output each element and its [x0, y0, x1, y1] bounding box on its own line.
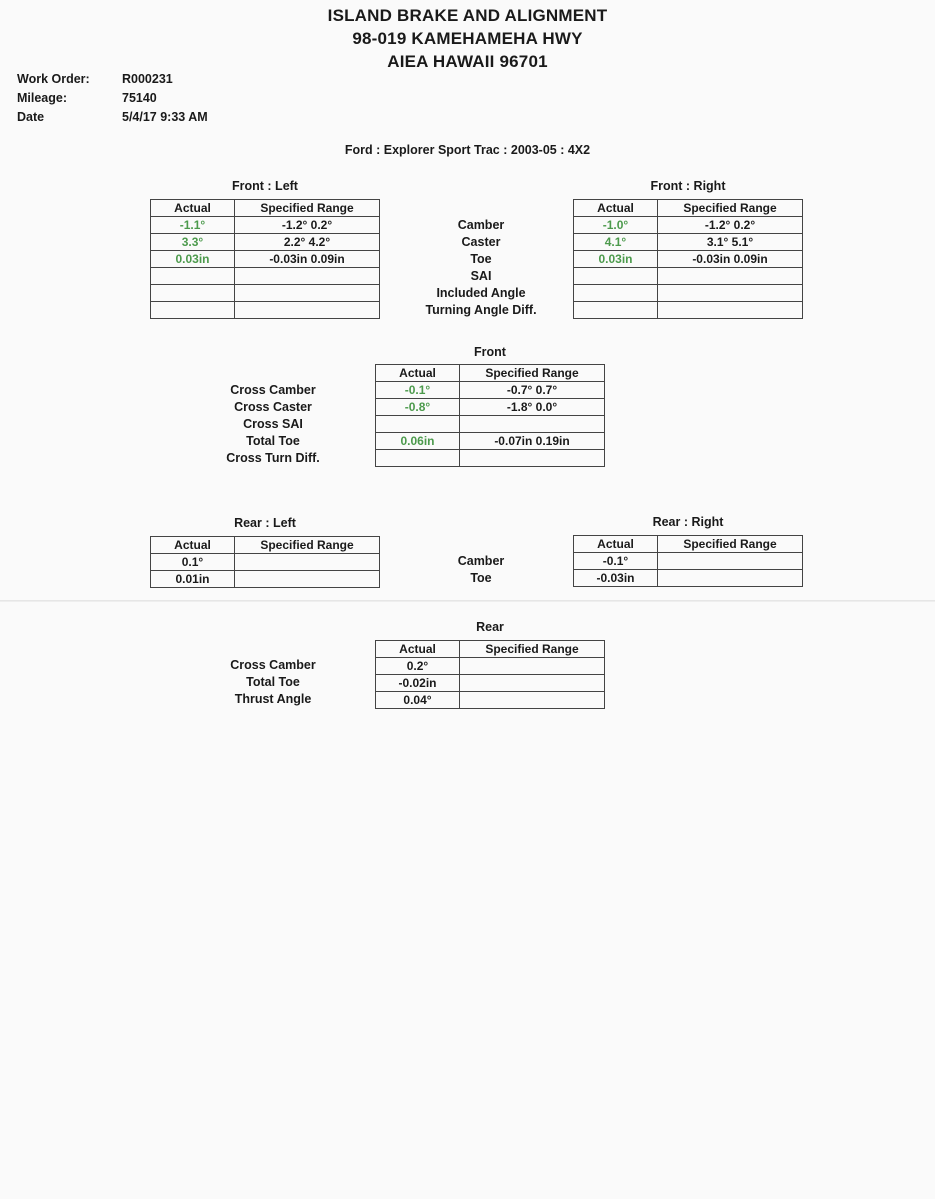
- actual-cell: 0.03in: [574, 251, 658, 268]
- measurement-label: Thrust Angle: [234, 692, 312, 706]
- actual-cell: 0.2°: [376, 658, 460, 675]
- actual-cell: [376, 450, 460, 467]
- table-header-row: [151, 200, 380, 217]
- specified-range-header: Specified Range: [658, 536, 803, 553]
- rear-right-table: [573, 535, 803, 587]
- shop-name: ISLAND BRAKE AND ALIGNMENT: [327, 6, 608, 25]
- actual-cell: 4.1°: [574, 234, 658, 251]
- order-meta: [17, 72, 208, 129]
- table-header-row: [151, 537, 380, 554]
- actual-cell: 0.04°: [376, 692, 460, 709]
- actual-cell: 3.3°: [151, 234, 235, 251]
- specified-range-cell: 2.2° 4.2°: [235, 234, 380, 251]
- front-right-title: Front : Right: [650, 179, 726, 193]
- actual-header: Actual: [574, 536, 658, 553]
- rear-cross-table: [375, 640, 605, 709]
- measurement-label: Toe: [470, 571, 492, 585]
- actual-cell: 0.06in: [376, 433, 460, 450]
- front-cross-labels: [200, 382, 346, 467]
- specified-range-cell: [235, 302, 380, 319]
- specified-range-cell: -1.2° 0.2°: [235, 217, 380, 234]
- measurement-label: Included Angle: [436, 286, 526, 300]
- specified-range-cell: -0.03in 0.09in: [235, 251, 380, 268]
- front-cross-title: Front: [474, 345, 506, 359]
- mileage-value: 75140: [122, 91, 157, 105]
- specified-range-cell: [235, 285, 380, 302]
- rear-cross-labels: [200, 657, 346, 708]
- rear-right-title: Rear : Right: [652, 515, 724, 529]
- specified-range-header: Specified Range: [460, 365, 605, 382]
- actual-cell: 0.1°: [151, 554, 235, 571]
- table-header-row: [574, 536, 803, 553]
- specified-range-cell: -0.03in 0.09in: [658, 251, 803, 268]
- actual-cell: [574, 268, 658, 285]
- table-row: [574, 570, 803, 587]
- actual-cell: [151, 268, 235, 285]
- specified-range-cell: -1.2° 0.2°: [658, 217, 803, 234]
- rear-left-title: Rear : Left: [234, 516, 296, 530]
- table-row: [574, 268, 803, 285]
- specified-range-cell: -0.7° 0.7°: [460, 382, 605, 399]
- rear-wheel-labels: [400, 553, 562, 587]
- actual-cell: -0.1°: [574, 553, 658, 570]
- specified-range-cell: [235, 268, 380, 285]
- date-row: [17, 110, 208, 129]
- specified-range-cell: [460, 658, 605, 675]
- table-row: [574, 285, 803, 302]
- measurement-label: Toe: [470, 252, 492, 266]
- rear-cross-title: Rear: [476, 620, 504, 634]
- paper-fold-line: [0, 600, 935, 602]
- work-order-row: [17, 72, 208, 91]
- table-row: [376, 692, 605, 709]
- table-row: [376, 399, 605, 416]
- mileage-label: Mileage:: [17, 91, 68, 105]
- table-header-row: [574, 200, 803, 217]
- table-row: [151, 217, 380, 234]
- actual-cell: -1.0°: [574, 217, 658, 234]
- specified-range-header: Specified Range: [658, 200, 803, 217]
- table-row: [574, 234, 803, 251]
- measurement-label: Turning Angle Diff.: [425, 303, 537, 317]
- specified-range-cell: [658, 570, 803, 587]
- specified-range-cell: -1.8° 0.0°: [460, 399, 605, 416]
- mileage-row: [17, 91, 208, 110]
- specified-range-cell: [460, 692, 605, 709]
- front-wheel-labels: [400, 217, 562, 319]
- table-row: [151, 251, 380, 268]
- measurement-label: Total Toe: [246, 675, 300, 689]
- actual-header: Actual: [376, 641, 460, 658]
- table-row: [376, 675, 605, 692]
- actual-cell: [376, 416, 460, 433]
- actual-header: Actual: [376, 365, 460, 382]
- table-row: [151, 268, 380, 285]
- actual-cell: [574, 285, 658, 302]
- actual-cell: 0.03in: [151, 251, 235, 268]
- specified-range-header: Specified Range: [235, 200, 380, 217]
- work-order-label: Work Order:: [17, 72, 90, 86]
- table-row: [376, 658, 605, 675]
- actual-cell: -0.1°: [376, 382, 460, 399]
- table-row: [151, 302, 380, 319]
- specified-range-cell: [235, 571, 380, 588]
- actual-cell: [574, 302, 658, 319]
- actual-header: Actual: [151, 537, 235, 554]
- date-label: Date: [17, 110, 45, 124]
- table-row: [574, 217, 803, 234]
- specified-range-cell: [658, 553, 803, 570]
- specified-range-cell: [658, 302, 803, 319]
- measurement-label: Camber: [457, 218, 505, 232]
- specified-range-cell: [460, 416, 605, 433]
- actual-cell: 0.01in: [151, 571, 235, 588]
- rear-left-table: [150, 536, 380, 588]
- specified-range-cell: 3.1° 5.1°: [658, 234, 803, 251]
- table-row: [151, 285, 380, 302]
- specified-range-header: Specified Range: [460, 641, 605, 658]
- table-header-row: [376, 365, 605, 382]
- actual-cell: [151, 285, 235, 302]
- table-row: [376, 433, 605, 450]
- table-header-row: [376, 641, 605, 658]
- table-row: [376, 416, 605, 433]
- front-cross-table: [375, 364, 605, 467]
- measurement-label: Cross Turn Diff.: [226, 451, 320, 465]
- work-order-value: R000231: [122, 72, 173, 86]
- specified-range-cell: [460, 675, 605, 692]
- actual-cell: -0.03in: [574, 570, 658, 587]
- shop-street: 98-019 KAMEHAMEHA HWY: [352, 29, 583, 48]
- table-row: [151, 571, 380, 588]
- front-left-title: Front : Left: [232, 179, 298, 193]
- actual-cell: -1.1°: [151, 217, 235, 234]
- table-row: [574, 251, 803, 268]
- front-left-table: [150, 199, 380, 319]
- specified-range-cell: [658, 268, 803, 285]
- table-row: [574, 302, 803, 319]
- specified-range-cell: [460, 450, 605, 467]
- front-right-table: [573, 199, 803, 319]
- table-row: [151, 554, 380, 571]
- shop-city: AIEA HAWAII 96701: [387, 52, 548, 71]
- measurement-label: Cross Caster: [234, 400, 312, 414]
- actual-cell: -0.8°: [376, 399, 460, 416]
- measurement-label: Cross SAI: [243, 417, 303, 431]
- specified-range-cell: [658, 285, 803, 302]
- specified-range-cell: [235, 554, 380, 571]
- actual-header: Actual: [151, 200, 235, 217]
- measurement-label: Total Toe: [246, 434, 300, 448]
- vehicle-description: Ford : Explorer Sport Trac : 2003-05 : 4X2: [344, 143, 591, 157]
- actual-cell: [151, 302, 235, 319]
- table-row: [151, 234, 380, 251]
- specified-range-header: Specified Range: [235, 537, 380, 554]
- measurement-label: Cross Camber: [230, 383, 316, 397]
- specified-range-cell: -0.07in 0.19in: [460, 433, 605, 450]
- measurement-label: Camber: [457, 554, 505, 568]
- measurement-label: Caster: [461, 235, 501, 249]
- measurement-label: SAI: [470, 269, 492, 283]
- actual-header: Actual: [574, 200, 658, 217]
- date-value: 5/4/17 9:33 AM: [122, 110, 208, 124]
- table-row: [574, 553, 803, 570]
- measurement-label: Cross Camber: [230, 658, 316, 672]
- actual-cell: -0.02in: [376, 675, 460, 692]
- table-row: [376, 382, 605, 399]
- table-row: [376, 450, 605, 467]
